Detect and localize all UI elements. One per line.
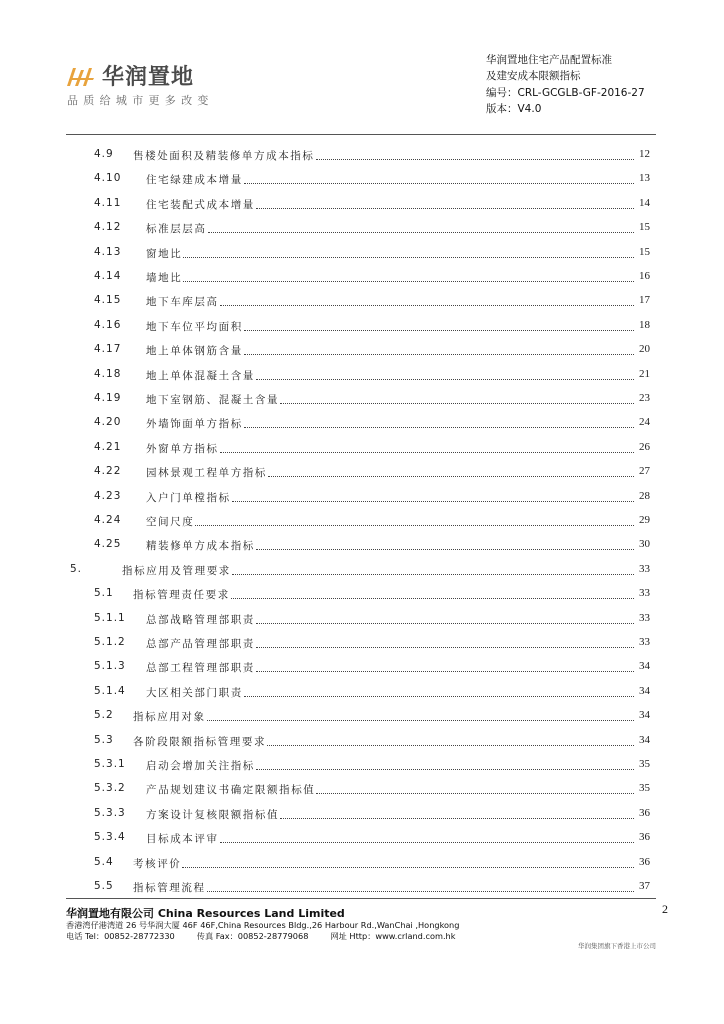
toc-entry[interactable] [0, 807, 724, 824]
toc-entry[interactable] [0, 490, 724, 507]
toc-entry-title-line [146, 172, 634, 187]
toc-entry-page: 21 [639, 367, 650, 380]
footer-company: 华润置地有限公司 China Resources Land Limited [66, 907, 345, 920]
toc-entry-title-line [133, 587, 634, 602]
toc-entry[interactable] [0, 270, 724, 287]
toc-entry[interactable] [0, 416, 724, 433]
toc-dot-leader [280, 393, 634, 404]
toc-entry-title: 指标管理流程 [133, 882, 206, 894]
toc-entry-title: 地下室钢筋、混凝土含量 [146, 394, 280, 406]
toc-entry-number: 4.17 [94, 343, 122, 356]
toc-entry-title-line [146, 831, 634, 846]
toc-entry[interactable] [0, 246, 724, 263]
toc-dot-leader [232, 491, 634, 502]
toc-entry-title-line [146, 368, 634, 383]
toc-entry-title: 外墙饰面单方指标 [146, 418, 243, 431]
toc-entry-title: 标准层层高 [146, 223, 207, 236]
doc-title-line1: 华润置地住宅产品配置标准 [486, 54, 612, 66]
toc-entry-number: 5.4 [94, 855, 114, 868]
toc-entry[interactable] [0, 880, 724, 897]
toc-entry-number: 5.1.2 [94, 636, 126, 648]
toc-entry[interactable] [0, 587, 724, 604]
toc-dot-leader [316, 783, 634, 794]
footer-divider [66, 898, 656, 899]
toc-entry-title-line [146, 490, 634, 505]
toc-entry[interactable] [0, 685, 724, 702]
page-footer [0, 898, 724, 1024]
toc-entry-page: 35 [639, 758, 650, 770]
toc-entry[interactable] [0, 148, 724, 165]
toc-entry[interactable] [0, 636, 724, 653]
toc-entry-number: 4.12 [94, 221, 122, 234]
footer-note: 华润集团旗下香港上市公司 [578, 942, 656, 950]
logo-mark-icon [66, 64, 96, 88]
toc-entry-number: 4.18 [94, 367, 122, 380]
toc-entry-title-line [146, 416, 634, 431]
footer-address: 香港湾仔港湾道 26 号华润大厦 46F 46F,China Resources Bldg.,26 Harbour Rd.,WanChai ,Hongkong [66, 920, 460, 930]
toc-entry-number: 4.9 [94, 148, 114, 160]
toc-entry-title-line [146, 685, 634, 700]
toc-entry-number: 4.10 [94, 172, 122, 185]
toc-dot-leader [232, 564, 634, 575]
toc-dot-leader [256, 539, 634, 550]
toc-entry-title-line [146, 270, 634, 285]
toc-entry-title: 外窗单方指标 [146, 442, 219, 455]
toc-entry-page: 28 [639, 489, 650, 502]
footer-tel: 电话 Tel：00852-28772330 [66, 931, 175, 941]
toc-entry-page: 35 [639, 782, 650, 795]
toc-entry-page: 26 [639, 440, 650, 453]
toc-entry-number: 5.5 [94, 880, 114, 892]
toc-entry-title-line [146, 538, 634, 553]
toc-entry-title-line [146, 441, 634, 456]
toc-entry-number: 4.23 [94, 489, 122, 502]
toc-dot-leader [256, 661, 634, 672]
toc-entry[interactable] [0, 758, 724, 775]
toc-entry-number: 4.11 [94, 196, 122, 209]
toc-dot-leader [256, 613, 634, 624]
toc-entry-title: 住宅绿建成本增量 [146, 174, 243, 187]
toc-entry-page: 17 [639, 294, 650, 307]
toc-dot-leader [182, 857, 634, 868]
toc-entry-title: 窗地比 [146, 247, 183, 260]
toc-entry-number: 4.22 [94, 465, 122, 478]
toc-dot-leader [316, 149, 635, 160]
toc-entry-title: 指标应用对象 [133, 711, 206, 724]
toc-entry[interactable] [0, 538, 724, 555]
toc-entry-page: 34 [639, 733, 650, 746]
toc-entry-number: 5.1.4 [94, 684, 126, 697]
toc-entry-number: 5.3.2 [94, 782, 126, 795]
toc-entry-title: 地上单体混凝土含量 [146, 369, 255, 382]
toc-entry-title: 考核评价 [133, 857, 182, 870]
toc-entry-title-line [146, 465, 634, 480]
toc-dot-leader [268, 466, 634, 477]
toc-entry-title: 园林景观工程单方指标 [146, 467, 267, 480]
toc-entry-title-line [146, 636, 634, 651]
toc-entry-page: 14 [639, 196, 650, 209]
toc-entry-number: 4.25 [94, 538, 122, 551]
toc-entry-page: 36 [639, 831, 650, 844]
toc-entry-page: 34 [639, 660, 650, 673]
toc-entry-title-line [146, 246, 634, 261]
toc-entry-number: 5.2 [94, 709, 114, 722]
toc-entry[interactable] [0, 734, 724, 751]
toc-entry-number: 5.1 [94, 587, 114, 600]
toc-entry[interactable] [0, 319, 724, 336]
toc-dot-leader [244, 686, 634, 697]
toc-entry-page: 33 [639, 636, 650, 648]
toc-entry-title: 总部战略管理部职责 [146, 613, 255, 626]
toc-entry-title: 目标成本评审 [146, 833, 219, 846]
toc-entry-number: 4.16 [94, 318, 122, 331]
toc-entry[interactable] [0, 221, 724, 238]
toc-entry-number: 5.1.3 [94, 660, 126, 673]
toc-entry-title-line [146, 807, 634, 822]
toc-entry-title: 产品规划建议书确定限额指标值 [146, 784, 316, 797]
toc-entry-title: 地下车位平均面积 [146, 320, 243, 333]
toc-entry-title-line [146, 343, 634, 358]
doc-version: 版本：V4.0 [486, 103, 542, 116]
toc-dot-leader [256, 198, 634, 209]
page-header [0, 0, 724, 135]
toc-entry-page: 15 [639, 221, 650, 234]
toc-dot-leader [207, 881, 634, 892]
toc-dot-leader [244, 344, 634, 355]
toc-dot-leader [220, 442, 634, 453]
logo-name: 华润置地 [102, 65, 195, 90]
toc-dot-leader [183, 247, 634, 258]
toc-entry-number: 5.3 [94, 733, 114, 746]
toc-entry-page: 36 [639, 855, 650, 868]
toc-entry[interactable] [0, 709, 724, 726]
toc-entry-number: 4.20 [94, 416, 122, 429]
toc-dot-leader [208, 222, 635, 233]
toc-entry-title: 空间尺度 [146, 516, 195, 528]
toc-entry-page: 33 [639, 587, 650, 600]
toc-entry-title: 入户门单樘指标 [146, 491, 231, 504]
toc-entry-number: 4.14 [94, 270, 122, 282]
toc-entry-number: 4.21 [94, 440, 122, 453]
toc-entry-number: 5.3.1 [94, 758, 126, 770]
toc-entry-page: 37 [639, 880, 650, 892]
toc-entry[interactable] [0, 392, 724, 409]
toc-entry[interactable] [0, 612, 724, 629]
toc-entry-title-line [146, 758, 634, 773]
toc-entry-page: 13 [639, 172, 650, 185]
toc-entry-title: 方案设计复核限额指标值 [146, 808, 280, 821]
toc-entry-number: 4.19 [94, 392, 122, 404]
toc-entry-title-line [133, 734, 634, 749]
toc-entry-page: 12 [639, 148, 650, 160]
toc-entry[interactable] [0, 197, 724, 214]
toc-entry-title-line [146, 782, 634, 797]
toc-entry-number: 4.13 [94, 245, 122, 258]
toc-entry-title-line [133, 148, 634, 163]
toc-entry[interactable] [0, 294, 724, 311]
toc-entry-title: 大区相关部门职责 [146, 686, 243, 699]
toc-entry-title: 总部工程管理部职责 [146, 662, 255, 675]
toc-entry-title: 地上单体钢筋含量 [146, 345, 243, 358]
toc-entry[interactable] [0, 343, 724, 360]
toc-dot-leader [220, 295, 634, 306]
toc-entry[interactable] [0, 368, 724, 385]
toc-entry[interactable] [0, 441, 724, 458]
toc-entry-page: 20 [639, 343, 650, 356]
toc-dot-leader [256, 369, 634, 380]
toc-entry[interactable] [0, 514, 724, 531]
company-logo [66, 60, 194, 91]
toc-entry[interactable] [0, 831, 724, 848]
toc-entry-number: 5.3.4 [94, 831, 126, 844]
footer-contact [66, 931, 455, 942]
toc-dot-leader [280, 808, 634, 819]
toc-entry-title: 启动会增加关注指标 [146, 760, 255, 772]
toc-entry-page: 15 [639, 245, 650, 258]
toc-entry-title: 总部产品管理部职责 [146, 638, 255, 650]
toc-entry-page: 16 [639, 270, 650, 282]
toc-entry-page: 29 [639, 514, 650, 526]
toc-entry-title: 地下车库层高 [146, 296, 219, 309]
toc-dot-leader [244, 320, 634, 331]
toc-entry-title-line [146, 392, 634, 407]
toc-entry-title: 指标管理责任要求 [133, 589, 230, 602]
footer-web: 网址 Http：www.crland.com.hk [330, 931, 456, 941]
toc-entry-title: 指标应用及管理要求 [122, 564, 231, 577]
toc-entry-page: 18 [639, 318, 650, 331]
toc-entry[interactable] [0, 856, 724, 873]
toc-entry-title: 售楼处面积及精装修单方成本指标 [133, 150, 315, 162]
toc-entry-title: 精装修单方成本指标 [146, 540, 255, 553]
toc-entry-page: 23 [639, 392, 650, 404]
toc-entry-title-line [146, 612, 634, 627]
footer-fax: 传真 Fax：00852-28779068 [196, 931, 309, 941]
toc-dot-leader [267, 735, 634, 746]
page-number: 2 [662, 902, 668, 916]
company-slogan: 品质给城市更多改变 [67, 94, 214, 107]
toc-dot-leader [244, 417, 634, 428]
toc-entry-page: 33 [639, 611, 650, 624]
toc-entry-title-line [133, 880, 634, 895]
toc-entry[interactable] [0, 782, 724, 799]
toc-dot-leader [183, 271, 634, 282]
toc-dot-leader [256, 637, 634, 648]
toc-entry[interactable] [0, 660, 724, 677]
document-info [486, 52, 645, 118]
toc-entry[interactable] [0, 563, 724, 580]
toc-entry-page: 24 [639, 416, 650, 429]
toc-entry-title-line [146, 319, 634, 334]
toc-dot-leader [244, 173, 634, 184]
toc-entry-number: 5. [70, 562, 83, 575]
toc-dot-leader [231, 588, 634, 599]
toc-entry[interactable] [0, 172, 724, 189]
toc-entry-page: 30 [639, 538, 650, 551]
toc-dot-leader [256, 759, 634, 770]
toc-dot-leader [220, 832, 634, 843]
toc-entry-title-line [146, 294, 634, 309]
doc-title-line2: 及建安成本限额指标 [486, 70, 581, 83]
toc-entry-number: 5.1.1 [94, 611, 126, 624]
toc-entry[interactable] [0, 465, 724, 482]
toc-entry-title-line [146, 514, 634, 529]
toc-entry-title: 墙地比 [146, 272, 183, 284]
toc-entry-page: 27 [639, 465, 650, 478]
toc-entry-title-line [122, 563, 634, 578]
doc-code: 编号：CRL-GCGLB-GF-2016-27 [486, 86, 645, 99]
toc-entry-title-line [133, 856, 634, 871]
toc-entry-title-line [146, 660, 634, 675]
toc-dot-leader [207, 710, 634, 721]
toc-entry-title: 各阶段限额指标管理要求 [133, 735, 267, 748]
toc-entry-title: 住宅装配式成本增量 [146, 198, 255, 211]
toc-entry-number: 5.3.3 [94, 806, 126, 819]
toc-entry-page: 36 [639, 806, 650, 819]
toc-entry-page: 34 [639, 684, 650, 697]
toc-entry-title-line [146, 197, 634, 212]
toc-entry-page: 33 [639, 562, 650, 575]
toc-entry-page: 34 [639, 709, 650, 722]
toc-dot-leader [195, 515, 634, 526]
toc-entry-number: 4.15 [94, 294, 122, 307]
header-divider [66, 134, 656, 135]
toc-entry-title-line [133, 709, 634, 724]
toc-entry-title-line [146, 221, 634, 236]
toc-entry-number: 4.24 [94, 514, 122, 526]
